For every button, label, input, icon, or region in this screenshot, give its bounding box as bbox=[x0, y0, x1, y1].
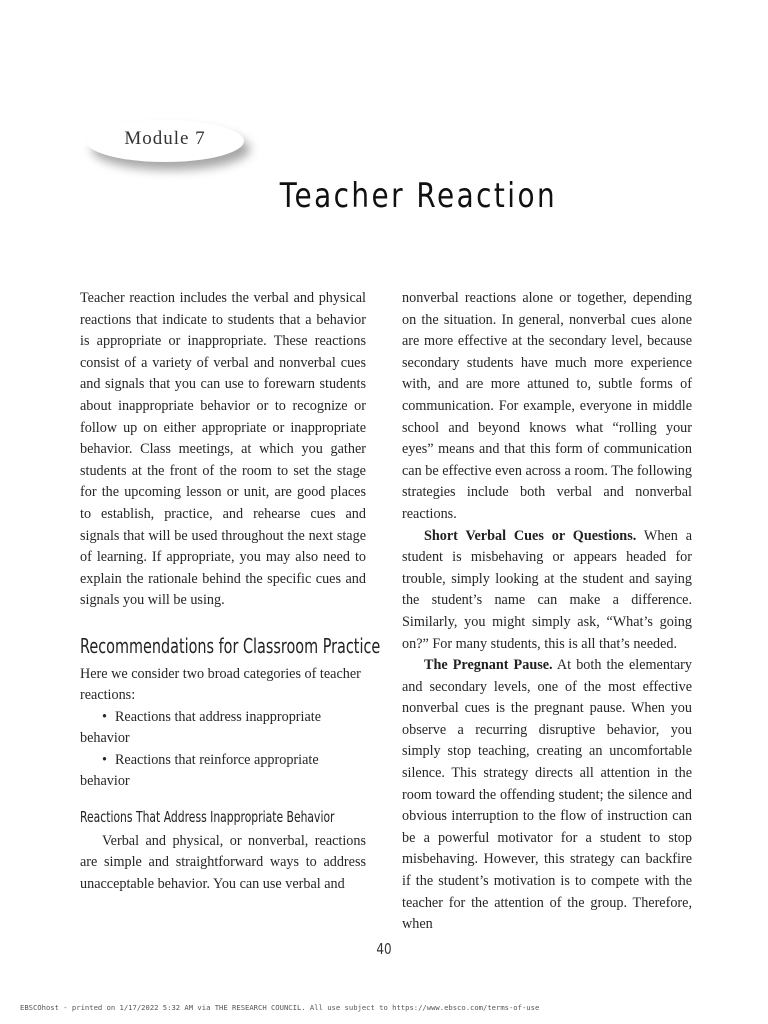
page-title: Teacher Reaction bbox=[279, 176, 558, 216]
pregnant-pause-text: At both the elementary and secondary levels, one of the most effective nonverbal cues is the pregnant pause. When you observe a recurring disruptive behavior, you simply stop teaching, creating an uncomfortable silence. This strategy directs all attention in the room toward the offending student; the silence and obvious interruption to the flow of instruction can be a powerful motivator for a student to stop misbehaving. However, this strategy can backfire if the student’s motivation is to compete with the teacher for the attention of the group. Therefore, when bbox=[402, 657, 692, 933]
module-badge bbox=[86, 120, 244, 162]
left-column bbox=[80, 288, 381, 895]
bullet-list bbox=[80, 707, 366, 793]
print-footer: EBSCOhost - printed on 1/17/2022 5:32 AM via THE RESEARCH COUNCIL. All use subject to https://www.ebsco.com/terms-of-use bbox=[20, 1003, 540, 1012]
sub-heading: Reactions That Address Inappropriate Behavior bbox=[80, 808, 335, 827]
section-intro-paragraph: Here we consider two broad categories of teacher reactions: bbox=[80, 665, 361, 704]
short-cues-heading: Short Verbal Cues or Questions. bbox=[424, 527, 637, 544]
page-number: 40 bbox=[376, 940, 392, 958]
bullet-icon: • bbox=[102, 751, 107, 768]
pregnant-pause-paragraph bbox=[402, 655, 692, 936]
pregnant-pause-heading: The Pregnant Pause. bbox=[424, 657, 553, 674]
list-item bbox=[80, 707, 366, 750]
bullet-icon: • bbox=[102, 708, 107, 725]
bullet-text: Reactions that reinforce appropriate behavior bbox=[80, 751, 319, 790]
section-heading: Recommendations for Classroom Practice bbox=[80, 633, 381, 658]
continuation-paragraph: nonverbal reactions alone or together, depending on the situation. In general, nonverbal cues alone are more effective at the secondary level, because secondary students have much more experience with, and are more attuned to, subtle forms of communication. For example, everyone in middle school and beyond knows what “rolling your eyes” means and that this form of communication can be effective even across a room. The following strategies include both verbal and nonverbal reactions. bbox=[402, 290, 692, 522]
short-cues-text: When a student is misbehaving or appears headed for trouble, simply looking at the student and saying the student’s name can make a difference. Similarly, you might simply ask, “What’s going on?” For many students, this is all that’s needed. bbox=[402, 527, 693, 652]
intro-paragraph: Teacher reaction includes the verbal and physical reactions that indicate to students that a behavior is appropriate or inappropriate. These reactions consist of a variety of verbal and nonverbal cues and signals that you can use to forewarn students about inappropriate behavior or to recognize or follow up on either appropriate or inappropriate behavior. Class meetings, at which you gather students at the front of the room to set the stage for the upcoming lesson or unit, are good places to establish, practice, and rehearse cues and signals that will be used throughout the next stage of learning. If appropriate, you may also need to explain the rationale behind the specific cues and signals you will be using. bbox=[80, 290, 366, 609]
list-item bbox=[80, 750, 366, 793]
module-label: Module 7 bbox=[124, 128, 206, 149]
right-column bbox=[402, 288, 692, 936]
bullet-text: Reactions that address inappropriate behavior bbox=[80, 708, 322, 747]
sub-paragraph: Verbal and physical, or nonverbal, reactions are simple and straightforward ways to address unacceptable behavior. You can use verbal and bbox=[80, 832, 366, 892]
short-cues-paragraph bbox=[402, 526, 692, 656]
